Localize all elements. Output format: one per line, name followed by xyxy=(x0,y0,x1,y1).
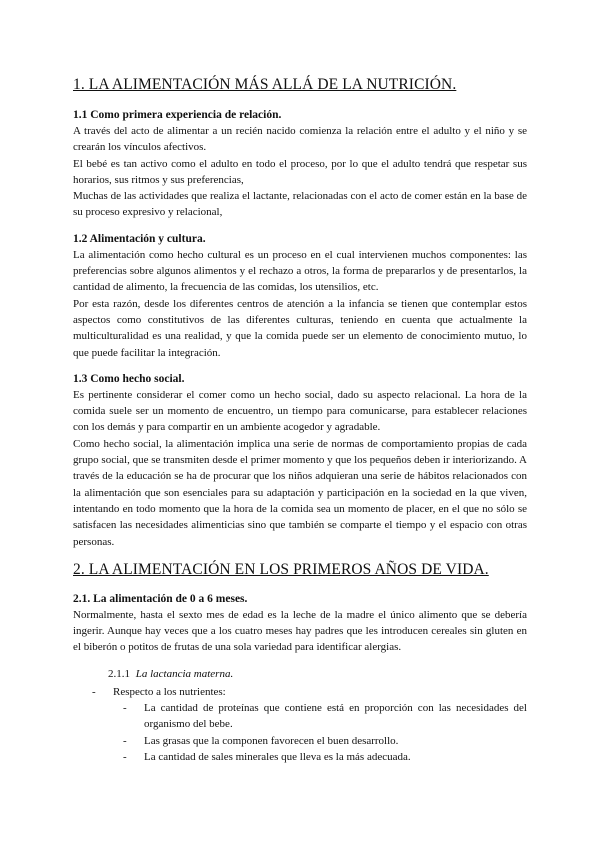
section-1-title: 1. LA ALIMENTACIÓN MÁS ALLÁ DE LA NUTRICIÓN. xyxy=(73,76,457,93)
paragraph: Es pertinente considerar el comer como un hecho social, dado su aspecto relacional. La hora de la comida suele ser un momento de encuentro, un tiempo para comunicarse, para establecer relaciones con los demás y para compartir en un ambiente acogedor y agradable. xyxy=(73,388,527,434)
nutrients-list xyxy=(73,684,527,765)
subsection-2-1-1-heading xyxy=(108,666,527,682)
paragraph: Muchas de las actividades que realiza el lactante, relacionadas con el acto de comer están en la base de su proceso expresivo y relacional, xyxy=(73,190,527,219)
subsection-2-1 xyxy=(73,591,527,656)
subsection-1-3 xyxy=(73,371,527,550)
subsection-2-1-heading: 2.1. La alimentación de 0 a 6 meses. xyxy=(73,592,248,605)
list-item-label: Respecto a los nutrientes: xyxy=(113,685,226,698)
paragraph: La alimentación como hecho cultural es un proceso en el cual intervienen muchos componentes: las preferencias sobre algunos alimentos y el rechazo a otros, la forma de prepararlos y de presentarlos, la cantidad de alimento, la frecuencia de las comidas, los utensilios, etc. xyxy=(73,248,527,294)
list-item: - Las grasas que la componen favorecen el buen desarrollo. xyxy=(113,733,527,749)
subsection-1-1 xyxy=(73,107,527,221)
nested-list xyxy=(113,700,527,765)
subsection-1-2-heading: 1.2 Alimentación y cultura. xyxy=(73,232,206,245)
subsection-1-1-heading: 1.1 Como primera experiencia de relación. xyxy=(73,109,282,121)
paragraph: A través del acto de alimentar a un recién nacido comienza la relación entre el adulto y el niño y se crearán los vínculos afectivos. xyxy=(73,125,527,154)
paragraph: Por esta razón, desde los diferentes centros de atención a la infancia se tienen que contemplar estos aspectos como constitutivos de las diferentes culturas, teniendo en cuenta que actualmente la multiculturalidad es una realidad, y que la comida puede ser un elemento de conocimiento mutuo, lo que puede facilitar la integración. xyxy=(73,297,527,359)
subsection-1-3-heading: 1.3 Como hecho social. xyxy=(73,372,185,385)
paragraph: Normalmente, hasta el sexto mes de edad es la leche de la madre el único alimento que se debería ingerir. Aunque hay veces que a los cuatro meses hay padres que les introducen cereales sin gluten en el biberón o potitos de frutas de una sola variedad para identificar alergias. xyxy=(73,608,527,654)
subsection-number: 2.1.1 xyxy=(108,667,130,680)
section-2-title: 2. LA ALIMENTACIÓN EN LOS PRIMEROS AÑOS DE VIDA. xyxy=(73,560,489,578)
subsection-title: La lactancia materna. xyxy=(135,667,234,680)
subsection-1-2 xyxy=(73,231,527,361)
list-item: - La cantidad de proteínas que contiene está en proporción con las necesidades del organismo del bebe. xyxy=(113,700,527,733)
paragraph: El bebé es tan activo como el adulto en todo el proceso, por lo que el adulto tendrá que respetar sus horarios, sus ritmos y sus preferencias, xyxy=(73,157,527,186)
paragraph: Como hecho social, la alimentación implica una serie de normas de comportamiento propias de cada grupo social, que se transmiten desde el primer momento y que los pequeños deben ir interiorizando. A través de la educación se ha de procurar que los niños adquieran una serie de hábitos relacionados con la alimentación que son esenciales para su adaptación y participación en la sociedad en la que viven, intentando en todo momento que la hora de la comida sea un momento de placer, en el que no sólo se satisfacen las necesidades alimenticias sino que también se comparte el tiempo y el espacio con otras personas. xyxy=(73,437,527,548)
list-item xyxy=(73,684,527,765)
list-item: - La cantidad de sales minerales que lleva es la más adecuada. xyxy=(113,749,527,765)
